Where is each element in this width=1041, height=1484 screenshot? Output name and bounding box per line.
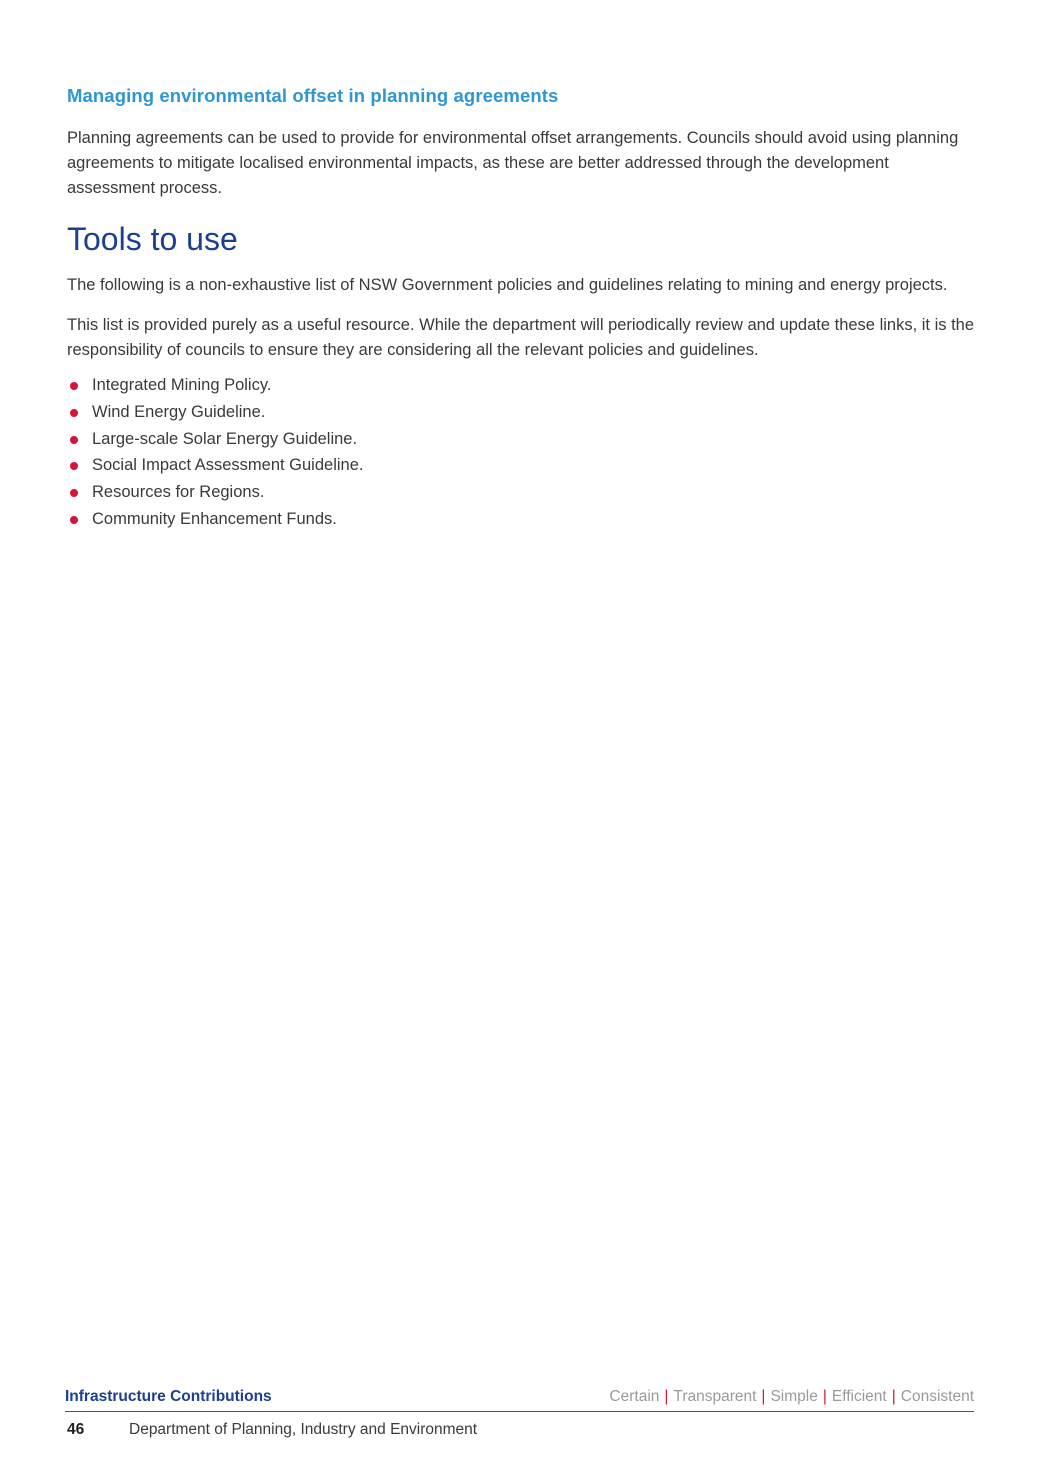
list-item [67,506,977,533]
list-item [67,426,977,453]
list-item-label: Large-scale Solar Energy Guideline. [92,429,358,448]
list-item [67,399,977,426]
section-subheading: Managing environmental offset in planning agreements [67,85,559,106]
tagline-word: Transparent [673,1388,757,1405]
department-name: Department of Planning, Industry and Environment [129,1421,478,1438]
footer-top-row [65,1380,974,1406]
list-item-label: Social Impact Assessment Guideline. [92,456,364,475]
tagline-separator: | [822,1388,827,1405]
bullet-icon [70,382,78,390]
tagline-word: Consistent [900,1388,974,1405]
tagline-word: Simple [770,1388,818,1405]
tools-list [67,372,977,533]
tagline-word: Certain [609,1388,660,1405]
footer-tagline [609,1388,974,1406]
footer-bottom-row [65,1420,974,1440]
list-item-label: Community Enhancement Funds. [92,509,337,528]
list-item-label: Wind Energy Guideline. [92,402,266,421]
tools-note-paragraph: This list is provided purely as a useful resource. While the department will periodically review and update these links, it is the responsibility of councils to ensure they are considering all the relevant policies and guidelines. [67,316,975,359]
footer-divider [65,1411,974,1412]
footer-title: Infrastructure Contributions [65,1388,272,1405]
tools-intro-paragraph: The following is a non-exhaustive list of NSW Government policies and guidelines relating to mining and energy projects. [67,276,948,294]
offset-paragraph: Planning agreements can be used to provide for environmental offset arrangements. Councils should avoid using planning agreements to mitigate localised environmental impacts, as these are better addressed through the development assessment process. [67,129,959,197]
list-item [67,372,977,399]
list-item-label: Integrated Mining Policy. [92,376,272,394]
tools-heading: Tools to use [67,221,238,257]
list-item [67,479,977,506]
tagline-separator: | [664,1388,669,1405]
bullet-icon [70,462,78,470]
page-footer [65,1380,974,1440]
list-item [67,452,977,479]
bullet-icon [70,489,78,497]
tagline-separator: | [891,1388,896,1405]
bullet-icon [70,516,78,524]
tagline-word: Efficient [831,1388,887,1405]
bullet-icon [70,436,78,444]
list-item-label: Resources for Regions. [92,483,265,502]
bullet-icon [70,409,78,417]
tagline-separator: | [761,1388,766,1405]
page-content [67,84,977,533]
page-number: 46 [67,1421,85,1438]
